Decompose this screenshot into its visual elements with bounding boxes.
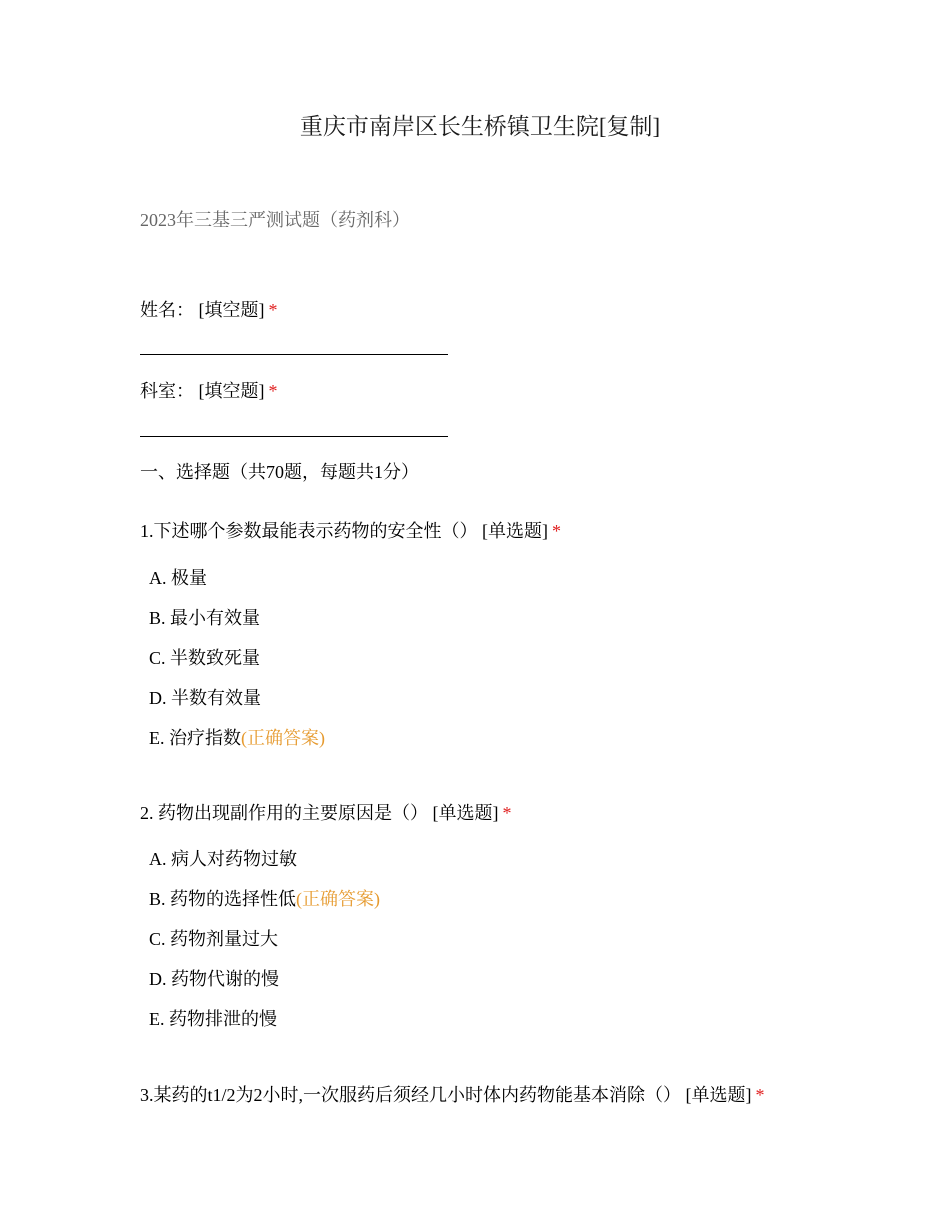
- field-label: 姓名：: [140, 300, 194, 320]
- question-2-option-e[interactable]: [149, 1007, 277, 1031]
- question-type-tag: [单选题]: [482, 521, 548, 541]
- correct-answer-note: (正确答案): [241, 728, 325, 748]
- name-field-input[interactable]: [140, 332, 448, 355]
- question-2-title: [140, 801, 512, 825]
- correct-answer-note: (正确答案): [296, 889, 381, 909]
- question-text: 2. 药物出现副作用的主要原因是（）: [140, 803, 428, 823]
- option-text: D. 药物代谢的慢: [149, 969, 279, 989]
- option-text: E. 药物排泄的慢: [149, 1009, 277, 1029]
- required-marker: *: [502, 803, 512, 823]
- question-3-title: [140, 1083, 765, 1107]
- option-text: C. 药物剂量过大: [149, 929, 279, 949]
- question-type-tag: [单选题]: [432, 803, 499, 823]
- department-field-label: [140, 379, 278, 403]
- department-field-input[interactable]: [140, 414, 448, 437]
- name-field-label: [140, 298, 278, 322]
- required-marker: *: [552, 521, 561, 541]
- question-1-option-b[interactable]: [149, 606, 260, 630]
- question-type-tag: [单选题]: [685, 1085, 752, 1105]
- question-1-title: [140, 519, 561, 543]
- option-text: B. 药物的选择性低: [149, 889, 297, 909]
- option-text: B. 最小有效量: [149, 608, 261, 628]
- question-2-option-a[interactable]: [149, 847, 297, 871]
- question-2-option-d[interactable]: [149, 967, 279, 991]
- section-heading: 一、选择题（共70题，每题共1分）: [140, 462, 419, 482]
- question-1-option-d[interactable]: [149, 686, 261, 710]
- question-1-option-a[interactable]: [149, 566, 207, 590]
- field-type-tag: [填空题]: [198, 300, 265, 320]
- required-marker: *: [268, 381, 278, 401]
- field-type-tag: [填空题]: [198, 381, 265, 401]
- question-1-option-e[interactable]: [149, 726, 325, 750]
- option-text: E. 治疗指数: [149, 728, 241, 748]
- question-text: 3.某药的t1/2为2小时,一次服药后须经几小时体内药物能基本消除（）: [140, 1085, 681, 1105]
- question-text: 1.下述哪个参数最能表示药物的安全性（）: [140, 521, 478, 541]
- required-marker: *: [268, 300, 278, 320]
- required-marker: *: [755, 1085, 765, 1105]
- question-1-option-c[interactable]: [149, 646, 260, 670]
- option-text: D. 半数有效量: [149, 688, 261, 708]
- survey-subtitle: 2023年三基三严测试题（药剂科）: [140, 210, 410, 230]
- field-label: 科室：: [140, 381, 194, 401]
- option-text: C. 半数致死量: [149, 648, 261, 668]
- survey-title: 重庆市南岸区长生桥镇卫生院[复制]: [299, 114, 661, 139]
- option-text: A. 病人对药物过敏: [149, 849, 297, 869]
- question-2-option-c[interactable]: [149, 927, 278, 951]
- question-2-option-b[interactable]: [149, 887, 380, 911]
- option-text: A. 极量: [149, 568, 207, 588]
